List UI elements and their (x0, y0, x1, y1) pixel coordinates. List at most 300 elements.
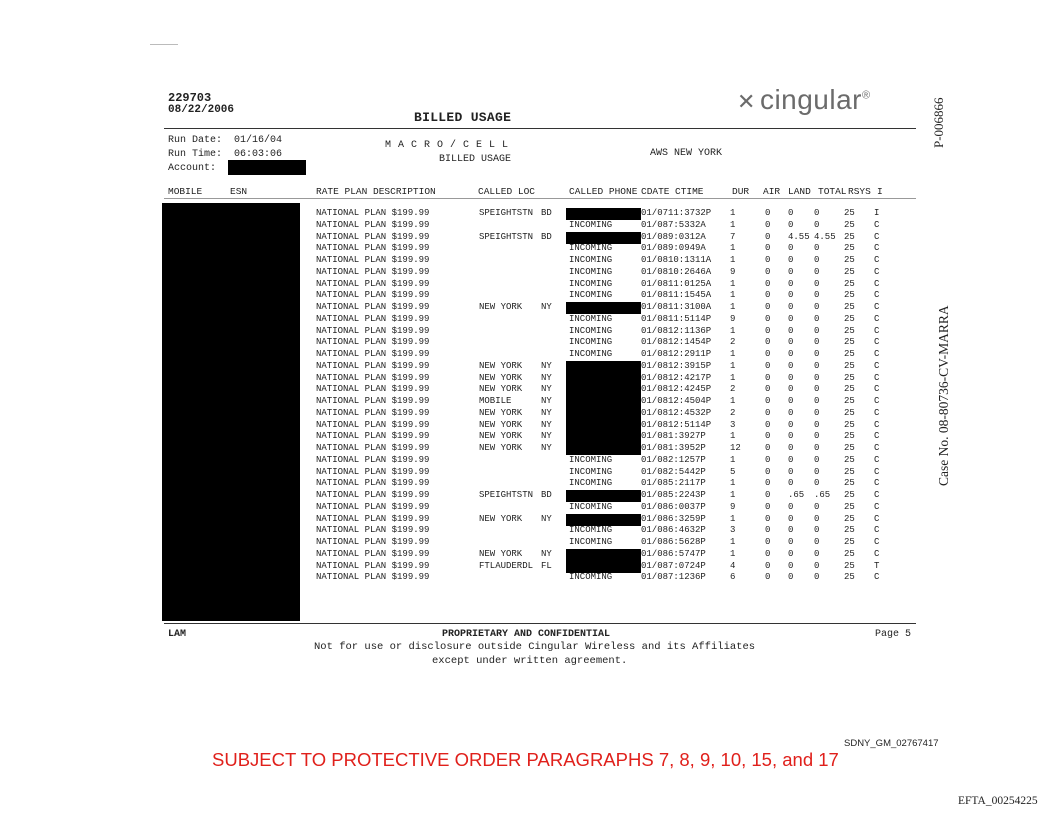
table-row (0, 443, 1064, 454)
cell-air: 0 (765, 360, 771, 371)
page-title: BILLED USAGE (414, 110, 512, 125)
called-phone-redaction (566, 396, 641, 408)
cell-st: NY (541, 431, 552, 442)
cell-ctime: 10:2646A (668, 266, 712, 277)
cell-plan: NATIONAL PLAN $199.99 (316, 278, 430, 289)
cell-i: C (874, 219, 880, 230)
cell-total: 0 (814, 337, 820, 348)
cell-rsys: 25 (844, 255, 855, 265)
cell-total: 0 (814, 372, 820, 383)
cell-rsys: 25 (844, 478, 855, 489)
cell-ctime: 12:2911P (668, 349, 712, 359)
cell-cdate: 01/08 (641, 360, 669, 371)
cell-st: NY (541, 302, 552, 312)
cell-st: BD (541, 490, 552, 500)
cell-total: 0 (814, 360, 820, 371)
confidential-label: PROPRIETARY AND CONFIDENTIAL (442, 629, 611, 640)
cell-air: 0 (765, 548, 771, 559)
cell-dur: 1 (730, 372, 736, 383)
cell-dur: 12 (730, 443, 741, 453)
col-cdate: CDATE (641, 186, 670, 197)
cell-cdate: 01/08 (641, 325, 669, 336)
cell-i: C (874, 466, 880, 477)
cell-air: 0 (765, 560, 771, 571)
cell-air: 0 (765, 349, 771, 359)
cell-i: C (874, 407, 880, 418)
cell-dur: 1 (730, 290, 736, 301)
cell-loc: SPEIGHTSTN (479, 208, 534, 218)
table-row (0, 326, 1064, 337)
cell-cdate: 01/08 (641, 572, 669, 583)
cell-total: 0 (814, 454, 820, 465)
scan-mark (150, 44, 178, 45)
cell-dur: 6 (730, 572, 736, 583)
cell-total: 0 (814, 443, 820, 453)
cell-air: 0 (765, 302, 771, 312)
cell-phone: INCOMING (569, 219, 613, 230)
table-row (0, 467, 1064, 478)
cell-ctime: 11:3732P (668, 208, 712, 218)
cell-rsys: 25 (844, 313, 855, 324)
cell-land: 0 (788, 313, 794, 324)
table-row (0, 267, 1064, 278)
cell-cdate: 01/08 (641, 466, 669, 477)
cell-phone: INCOMING (569, 313, 613, 324)
cell-cdate: 01/08 (641, 454, 669, 465)
cell-loc: MOBILE (479, 396, 512, 406)
cell-plan: NATIONAL PLAN $199.99 (316, 243, 430, 254)
page-number: Page 5 (875, 629, 912, 640)
cell-st: NY (541, 548, 552, 559)
cell-phone: INCOMING (569, 525, 613, 536)
header-rule (164, 128, 916, 129)
cell-air: 0 (765, 255, 771, 265)
cell-ctime: 5:2117P (668, 478, 706, 489)
table-row (0, 302, 1064, 313)
cell-plan: NATIONAL PLAN $199.99 (316, 419, 430, 430)
cell-cdate: 01/08 (641, 302, 669, 312)
cell-land: 0 (788, 302, 794, 312)
cell-phone: INCOMING (569, 325, 613, 336)
cell-plan: NATIONAL PLAN $199.99 (316, 560, 430, 571)
cell-st: NY (541, 384, 552, 395)
cell-ctime: 11:0125A (668, 278, 712, 289)
cell-ctime: 6:4632P (668, 525, 706, 536)
cell-rsys: 25 (844, 360, 855, 371)
col-esn: ESN (230, 186, 248, 197)
cell-plan: NATIONAL PLAN $199.99 (316, 396, 430, 406)
table-row (0, 455, 1064, 466)
cell-cdate: 01/08 (641, 337, 669, 348)
cell-plan: NATIONAL PLAN $199.99 (316, 443, 430, 453)
cell-i: C (874, 266, 880, 277)
table-row (0, 208, 1064, 219)
table-row (0, 243, 1064, 254)
cell-dur: 2 (730, 407, 736, 418)
table-row (0, 572, 1064, 583)
cell-air: 0 (765, 337, 771, 348)
cell-loc: FTLAUDERDL (479, 560, 534, 571)
cell-rsys: 25 (844, 208, 855, 218)
col-rsys: RSYS (848, 186, 871, 197)
called-phone-redaction (566, 361, 641, 373)
cell-rsys: 25 (844, 443, 855, 453)
cell-land: 0 (788, 537, 794, 547)
cell-i: C (874, 337, 880, 348)
cell-rsys: 25 (844, 513, 855, 524)
cell-i: C (874, 396, 880, 406)
report-subtitle-2: BILLED USAGE (439, 154, 512, 165)
col-plan: RATE PLAN DESCRIPTION (316, 186, 436, 197)
cell-dur: 9 (730, 313, 736, 324)
col-total: TOTAL (818, 186, 847, 197)
cell-land: 0 (788, 525, 794, 536)
cell-loc: NEW YORK (479, 431, 523, 442)
run-date-label: Run Date: (168, 135, 223, 146)
cell-cdate: 01/08 (641, 219, 669, 230)
cell-dur: 1 (730, 513, 736, 524)
cell-rsys: 25 (844, 325, 855, 336)
cell-total: 0 (814, 302, 820, 312)
column-header-rule (164, 198, 916, 199)
cell-rsys: 25 (844, 454, 855, 465)
cell-rsys: 25 (844, 419, 855, 430)
cell-rsys: 25 (844, 396, 855, 406)
cell-cdate: 01/08 (641, 490, 669, 500)
cell-land: 0 (788, 384, 794, 395)
cell-i: C (874, 478, 880, 489)
cell-ctime: 10:1311A (668, 255, 712, 265)
table-row (0, 396, 1064, 407)
cell-cdate: 01/08 (641, 290, 669, 301)
cell-i: C (874, 419, 880, 430)
efta-bates-number: EFTA_00254225 (958, 795, 1038, 807)
cell-i: T (874, 560, 880, 571)
cell-plan: NATIONAL PLAN $199.99 (316, 290, 430, 301)
cell-land: 0 (788, 431, 794, 442)
document-date: 08/22/2006 (168, 104, 235, 116)
cell-ctime: 2:5442P (668, 466, 706, 477)
cell-rsys: 25 (844, 349, 855, 359)
cell-i: C (874, 572, 880, 583)
col-mobile: MOBILE (168, 186, 203, 197)
cell-plan: NATIONAL PLAN $199.99 (316, 337, 430, 348)
footer-left: LAM (168, 629, 187, 640)
cell-st: FL (541, 560, 552, 571)
cell-cdate: 01/08 (641, 525, 669, 536)
cell-cdate: 01/08 (641, 419, 669, 430)
cell-air: 0 (765, 290, 771, 301)
cell-plan: NATIONAL PLAN $199.99 (316, 501, 430, 512)
cell-land: 0 (788, 454, 794, 465)
table-row (0, 490, 1064, 501)
cell-air: 0 (765, 266, 771, 277)
cell-land: 0 (788, 443, 794, 453)
disclosure-notice-1: Not for use or disclosure outside Cingular Wireless and its Affiliates (314, 641, 756, 653)
cell-ctime: 1:3927P (668, 431, 706, 442)
cell-air: 0 (765, 466, 771, 477)
cell-total: 0 (814, 255, 820, 265)
cell-land: .65 (788, 490, 805, 500)
cell-total: 0 (814, 208, 820, 218)
cell-dur: 1 (730, 537, 736, 547)
cell-i: C (874, 255, 880, 265)
called-phone-redaction (566, 420, 641, 432)
table-row (0, 514, 1064, 525)
cell-cdate: 01/08 (641, 349, 669, 359)
cell-dur: 1 (730, 548, 736, 559)
cell-i: C (874, 349, 880, 359)
table-row (0, 549, 1064, 560)
cell-total: 0 (814, 349, 820, 359)
table-row (0, 255, 1064, 266)
cell-cdate: 01/08 (641, 407, 669, 418)
cell-cdate: 01/08 (641, 278, 669, 289)
cell-rsys: 25 (844, 372, 855, 383)
cell-ctime: 11:1545A (668, 290, 712, 301)
cell-i: C (874, 313, 880, 324)
cell-rsys: 25 (844, 384, 855, 395)
cell-st: NY (541, 360, 552, 371)
table-row (0, 337, 1064, 348)
cell-land: 0 (788, 513, 794, 524)
cell-i: C (874, 454, 880, 465)
cell-dur: 1 (730, 219, 736, 230)
col-ctime: CTIME (675, 186, 704, 197)
cell-rsys: 25 (844, 537, 855, 547)
cell-land: 0 (788, 266, 794, 277)
cell-i: C (874, 490, 880, 500)
cell-ctime: 6:5747P (668, 548, 706, 559)
table-row (0, 537, 1064, 548)
cell-i: C (874, 548, 880, 559)
cell-land: 0 (788, 478, 794, 489)
cell-total: 0 (814, 290, 820, 301)
called-phone-redaction (566, 514, 641, 526)
footer-rule (164, 623, 916, 624)
cell-i: C (874, 325, 880, 336)
cell-phone: INCOMING (569, 243, 613, 254)
cell-dur: 2 (730, 384, 736, 395)
cell-st: NY (541, 372, 552, 383)
cell-rsys: 25 (844, 266, 855, 277)
cell-i: C (874, 372, 880, 383)
cell-dur: 1 (730, 478, 736, 489)
cell-dur: 1 (730, 255, 736, 265)
cell-rsys: 25 (844, 490, 855, 500)
cell-air: 0 (765, 325, 771, 336)
cell-air: 0 (765, 372, 771, 383)
cell-phone: INCOMING (569, 266, 613, 277)
cell-plan: NATIONAL PLAN $199.99 (316, 431, 430, 442)
cell-phone: INCOMING (569, 278, 613, 289)
cell-cdate: 01/08 (641, 384, 669, 395)
cell-ctime: 6:3259P (668, 513, 706, 524)
cell-loc: NEW YORK (479, 513, 523, 524)
cell-cdate: 01/08 (641, 266, 669, 277)
cell-dur: 3 (730, 525, 736, 536)
cell-air: 0 (765, 572, 771, 583)
cell-land: 0 (788, 208, 794, 218)
cell-rsys: 25 (844, 466, 855, 477)
cell-plan: NATIONAL PLAN $199.99 (316, 360, 430, 371)
cell-total: 0 (814, 325, 820, 336)
cell-total: 0 (814, 407, 820, 418)
sdny-bates-number: SDNY_GM_02767417 (844, 738, 939, 749)
cell-rsys: 25 (844, 278, 855, 289)
cell-air: 0 (765, 525, 771, 536)
table-row (0, 408, 1064, 419)
cell-ctime: 12:1136P (668, 325, 712, 336)
cell-i: C (874, 525, 880, 536)
cell-cdate: 01/08 (641, 231, 669, 242)
table-row (0, 314, 1064, 325)
trademark-symbol: ® (862, 89, 871, 102)
cell-loc: SPEIGHTSTN (479, 490, 534, 500)
cell-plan: NATIONAL PLAN $199.99 (316, 372, 430, 383)
cell-land: 0 (788, 360, 794, 371)
cell-ctime: 9:0312A (668, 231, 706, 242)
cell-total: 0 (814, 419, 820, 430)
cell-land: 0 (788, 255, 794, 265)
cell-i: C (874, 231, 880, 242)
cell-rsys: 25 (844, 219, 855, 230)
logo-text: cingular (759, 84, 862, 115)
cell-total: .65 (814, 490, 831, 500)
account-label: Account: (168, 163, 217, 174)
cell-rsys: 25 (844, 231, 855, 242)
called-phone-redaction (566, 549, 641, 561)
col-dur: DUR (732, 186, 750, 197)
cell-air: 0 (765, 513, 771, 524)
cell-cdate: 01/08 (641, 255, 669, 265)
cell-i: C (874, 243, 880, 254)
cell-total: 0 (814, 513, 820, 524)
col-called-phone: CALLED PHONE (569, 186, 638, 197)
cell-i: C (874, 302, 880, 312)
cell-plan: NATIONAL PLAN $199.99 (316, 384, 430, 395)
cell-st: NY (541, 513, 552, 524)
cell-phone: INCOMING (569, 466, 613, 477)
cell-plan: NATIONAL PLAN $199.99 (316, 548, 430, 559)
cell-loc: NEW YORK (479, 548, 523, 559)
cell-loc: NEW YORK (479, 384, 523, 395)
cell-land: 0 (788, 349, 794, 359)
cell-cdate: 01/08 (641, 501, 669, 512)
cell-ctime: 7:1236P (668, 572, 706, 583)
cingular-x-icon: ✕ (737, 89, 756, 114)
cell-air: 0 (765, 478, 771, 489)
cell-plan: NATIONAL PLAN $199.99 (316, 208, 430, 218)
disclosure-notice-2: except under written agreement. (432, 655, 628, 667)
cell-plan: NATIONAL PLAN $199.99 (316, 325, 430, 336)
cell-loc: NEW YORK (479, 302, 523, 312)
cell-plan: NATIONAL PLAN $199.99 (316, 313, 430, 324)
cell-air: 0 (765, 419, 771, 430)
cell-total: 0 (814, 384, 820, 395)
cell-land: 0 (788, 337, 794, 348)
report-subtitle: M A C R O / C E L L (385, 140, 509, 151)
cell-phone: INCOMING (569, 290, 613, 301)
cell-loc: NEW YORK (479, 372, 523, 383)
case-number-label: Case No. 08-80736-CV-MARRA (936, 305, 951, 486)
document-id: 229703 (168, 91, 212, 105)
cell-loc: NEW YORK (479, 419, 523, 430)
cell-plan: NATIONAL PLAN $199.99 (316, 490, 430, 500)
cell-dur: 1 (730, 325, 736, 336)
cell-ctime: 12:4532P (668, 407, 712, 418)
cell-ctime: 6:5628P (668, 537, 706, 547)
cell-dur: 1 (730, 431, 736, 442)
table-row (0, 290, 1064, 301)
cell-phone: INCOMING (569, 255, 613, 265)
cell-loc: NEW YORK (479, 443, 523, 453)
cell-total: 0 (814, 501, 820, 512)
cell-rsys: 25 (844, 431, 855, 442)
cell-rsys: 25 (844, 407, 855, 418)
cell-phone: INCOMING (569, 337, 613, 348)
cell-total: 0 (814, 243, 820, 254)
cell-plan: NATIONAL PLAN $199.99 (316, 219, 430, 230)
cell-st: NY (541, 396, 552, 406)
cell-phone: INCOMING (569, 501, 613, 512)
called-phone-redaction (566, 384, 641, 396)
cell-st: NY (541, 407, 552, 418)
table-row (0, 502, 1064, 513)
cell-air: 0 (765, 454, 771, 465)
cell-i: I (874, 208, 880, 218)
cell-ctime: 11:3100A (668, 302, 712, 312)
cell-land: 0 (788, 372, 794, 383)
cell-phone: INCOMING (569, 454, 613, 465)
cell-st: BD (541, 208, 552, 218)
cell-land: 0 (788, 219, 794, 230)
cell-plan: NATIONAL PLAN $199.99 (316, 454, 430, 465)
cell-rsys: 25 (844, 525, 855, 536)
cell-total: 0 (814, 466, 820, 477)
col-land: LAND (788, 186, 811, 197)
cell-dur: 1 (730, 349, 736, 359)
cell-ctime: 6:0037P (668, 501, 706, 512)
cell-rsys: 25 (844, 243, 855, 254)
cell-rsys: 25 (844, 302, 855, 312)
cell-i: C (874, 501, 880, 512)
table-row (0, 431, 1064, 442)
cell-dur: 1 (730, 302, 736, 312)
cell-phone: INCOMING (569, 572, 613, 583)
cell-plan: NATIONAL PLAN $199.99 (316, 513, 430, 524)
cell-ctime: 5:2243P (668, 490, 706, 500)
cell-ctime: 2:1257P (668, 454, 706, 465)
cell-plan: NATIONAL PLAN $199.99 (316, 525, 430, 536)
cell-dur: 4 (730, 560, 736, 571)
cell-i: C (874, 443, 880, 453)
cell-rsys: 25 (844, 501, 855, 512)
called-phone-redaction (566, 302, 641, 314)
cell-land: 0 (788, 243, 794, 254)
run-time-label: Run Time: (168, 149, 223, 160)
cell-dur: 2 (730, 337, 736, 348)
cell-plan: NATIONAL PLAN $199.99 (316, 537, 430, 547)
cell-ctime: 7:5332A (668, 219, 706, 230)
cell-rsys: 25 (844, 560, 855, 571)
cell-total: 0 (814, 537, 820, 547)
cell-cdate: 01/08 (641, 313, 669, 324)
cell-cdate: 01/08 (641, 560, 669, 571)
cell-i: C (874, 431, 880, 442)
cell-phone: INCOMING (569, 478, 613, 489)
cell-dur: 3 (730, 419, 736, 430)
